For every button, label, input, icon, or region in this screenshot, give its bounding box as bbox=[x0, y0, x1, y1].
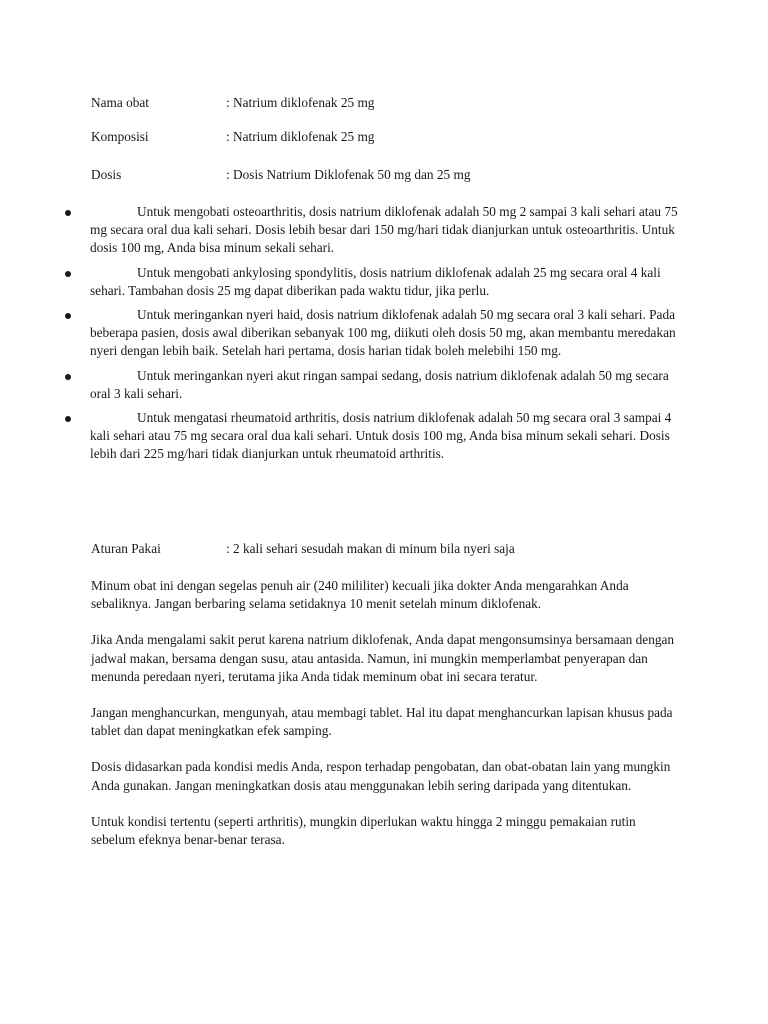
paragraph: Untuk kondisi tertentu (seperti arthritis), mungkin diperlukan waktu hingga 2 minggu pemakaian rutin sebelum efeknya benar-benar terasa. bbox=[91, 813, 636, 848]
bullet-item bbox=[0, 367, 768, 403]
paragraph: Dosis didasarkan pada kondisi medis Anda, respon terhadap pengobatan, dan obat-obatan lain yang mungkin Anda gunakan. Jangan meningkatkan dosis atau menggunakan lebih sering daripada yang ditentukan. bbox=[91, 759, 671, 793]
bullet-text: Untuk mengatasi rheumatoid arthritis, dosis natrium diklofenak adalah 50 mg secara oral 3 sampai 4 kali sehari atau 75 mg secara oral dua kali sehari. Untuk dosis 100 mg, Anda bisa minum sekali sehari. Dosis lebih dari 225 mg/hari tidak dianjurkan untuk rheumatoid arthritis. bbox=[90, 410, 672, 462]
bullet-text: Untuk mengobati ankylosing spondylitis, dosis natrium diklofenak adalah 25 mg secara oral 4 kali sehari. Tambahan dosis 25 mg dapat diberikan pada waktu tidur, jika perlu. bbox=[90, 264, 661, 298]
field-label: Komposisi bbox=[91, 129, 149, 144]
field-label: Aturan Pakai bbox=[91, 541, 161, 556]
paragraph: Jangan menghancurkan, mengunyah, atau membagi tablet. Hal itu dapat menghancurkan lapisan khusus pada tablet dan dapat meningkatkan efek samping. bbox=[91, 705, 673, 739]
field-label: Nama obat bbox=[91, 95, 149, 110]
bullet-icon bbox=[65, 271, 71, 277]
bullet-text: Untuk meringankan nyeri akut ringan sampai sedang, dosis natrium diklofenak adalah 50 mg secara oral 3 kali sehari. bbox=[90, 367, 669, 401]
field-value: : Natrium diklofenak 25 mg bbox=[226, 95, 375, 110]
bullet-item bbox=[0, 264, 768, 300]
paragraph: Minum obat ini dengan segelas penuh air (240 mililiter) kecuali jika dokter Anda mengarahkan Anda sebaliknya. Jangan berbaring selama setidaknya 10 menit setelah minum diklofenak. bbox=[91, 578, 629, 612]
field-dosis bbox=[91, 166, 471, 184]
bullet-icon bbox=[65, 210, 71, 216]
field-komposisi bbox=[91, 128, 375, 146]
field-value: : Dosis Natrium Diklofenak 50 mg dan 25 mg bbox=[226, 167, 471, 182]
bullet-icon bbox=[65, 313, 71, 319]
bullet-icon bbox=[65, 374, 71, 380]
field-nama-obat bbox=[91, 94, 375, 112]
bullet-text: Untuk mengobati osteoarthritis, dosis natrium diklofenak adalah 50 mg 2 sampai 3 kali sehari atau 75 mg secara oral dua kali sehari. Dosis lebih besar dari 150 mg/hari tidak dianjurkan untuk osteoarthritis. Untuk dosis 100 mg, Anda bisa minum sekali sehari. bbox=[90, 204, 678, 256]
field-aturan-pakai bbox=[91, 540, 515, 558]
dosage-bullet-list bbox=[0, 203, 768, 470]
field-value: : Natrium diklofenak 25 mg bbox=[226, 129, 375, 144]
bullet-item bbox=[0, 203, 768, 258]
field-value: : 2 kali sehari sesudah makan di minum bila nyeri saja bbox=[226, 541, 515, 556]
bullet-text: Untuk meringankan nyeri haid, dosis natrium diklofenak adalah 50 mg secara oral 3 kali sehari. Pada beberapa pasien, dosis awal diberikan sebanyak 100 mg, diikuti oleh dosis 50 mg, akan membantu meredakan nyeri dengan lebih baik. Setelah hari pertama, dosis harian tidak boleh melebihi 150 mg. bbox=[90, 307, 676, 359]
bullet-item bbox=[0, 409, 768, 464]
bullet-item bbox=[0, 306, 768, 361]
bullet-icon bbox=[65, 416, 71, 422]
paragraph: Jika Anda mengalami sakit perut karena natrium diklofenak, Anda dapat mengonsumsinya bersamaan dengan jadwal makan, bersama dengan susu, atau antasida. Namun, ini mungkin memperlambat penyerapan dan menunda peredaan nyeri, terutama jika Anda tidak meminum obat ini secara teratur. bbox=[91, 632, 675, 684]
field-label: Dosis bbox=[91, 167, 122, 182]
usage-instructions bbox=[91, 577, 681, 867]
